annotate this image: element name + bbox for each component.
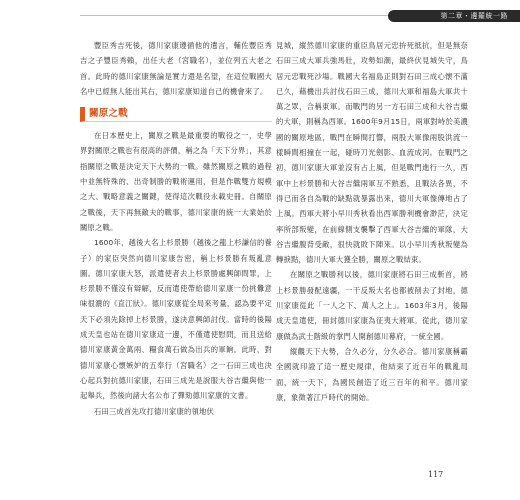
page-number: 117 [428, 470, 444, 479]
left-column [80, 38, 272, 419]
right-column [276, 38, 468, 405]
paragraph: 縱觀天下大勢，合久必分，分久必合。德川家康稱霸全國就印證了這一歷史規律，他結束了近百年的戰亂局面，統一天下，為國民創造了近三百年的和平。德川家康，象徵著江戶時代的開始。 [276, 346, 468, 402]
section-heading [80, 107, 272, 122]
section-title: 關原之戰 [89, 108, 128, 120]
chapter-title: 第二章・邊羅統一路 [440, 12, 508, 20]
chapter-header [388, 10, 520, 22]
header-rule [80, 15, 388, 16]
paragraph: 在日本歷史上，關原之戰是最重要的戰役之一，史學界對關原之戰也有很高的評價，稱之為「天下分界」，其意指關原之戰是決定天下大勢的一戰。雖然關原之戰的過程中並無特殊的、出奇制勝的戰術運用，但是作戰雙方規模之大、戰略意義之關鍵，使得這次戰役永載史冊。自關原之戰後，天下再無敵夫的戰事，德川家康的統一大業始於關原之戰。 [80, 131, 272, 232]
paragraph: 在關原之戰勝利以後，德川家康將石田三成斬首，將上杉景勝發配遠疆，一干反叛大名也都被削去了封地，德川家康從此「一人之下、萬人之上」。1603年3月，後陽成天皇遣使，冊封德川家康為征夷大將軍。從此，德川家康做為武士階級的掌門人開創德川幕府，一統全國。 [276, 270, 468, 341]
paragraph: 石田三成首先攻打德川家康的領地伏 [94, 406, 214, 416]
paragraph: 1600年，越後大名上杉景勝（越後之龍上杉謙信的養子）的家臣突然向德川家康告密，稱上杉景勝有叛亂意圖。德川家康大怒，派遣使者去上杉景勝處興師問罪，上杉景勝不僅沒有辯解，反而遣使帶給德川家康一份挑釁意味很濃的《直江狀》。德川家康從全局來考量，認為要平定天下必須先除掉上杉景勝，遂決意興師討伐。當時的後陽成天皇也站在德川家康這一邊，不僅遣使慰問，而且送給德川家康黃金萬兩、糧食萬石做為出兵的軍餉。此時，對德川家康心懷嫉妒的五奉行（宮職名）之一石田三成也決心起兵對抗德川家康，石田三成先是說服大谷吉繼與他一起舉兵，然後向諸大名公布了彈劾德川家康的文書。 [80, 238, 272, 401]
paragraph: 見城，縱然德川家康的重臣鳥居元忠拚死抵抗，但是無奈石田三成大軍兵強馬壯，攻勢如潮，最終伏見城失守，鳥居元忠戰死沙場。戰國大名福島正則對石田三成心懷不滿已久，藉機出兵討伐石田三成，德川大軍和福島大軍共十萬之眾，合稱東軍。而戰門的另一方石田三成和大谷吉繼的大軍，則稱為西軍。1600年9月15日，兩軍對峙於美濃國的關原地區，戰門在瞬間打響，兩股大軍像兩股洪流一樣瞬間相撞在一起，碰時刀光劍影、血流成河。在戰門之初，德川家康大軍並沒有占上風，但是戰門進行一久，西軍中上杉景勝和大谷吉繼兩軍互不熟悉，且戰法各異，不得已而各自為戰的缺點就暴露出來，德川大軍像傳地占了上風。西軍大將小早川秀秋看出西軍勝利機會渺茫，決定率所部叛變，在前線側支襲擊了西軍大谷吉繼的軍隊，大谷吉繼腹背受敵，很快就敗下陣來。以小早川秀秋叛變為轉捩點，德川大軍大獲全勝，關原之戰結束。 [276, 41, 468, 265]
paragraph: 豐臣秀吉死後，德川家康遵循他的遺言，輔佐豐臣秀吉之子豐臣秀賴，出任大老（宮職名），並位列五大老之首。此時的德川家康無論是實力還是名望，在這位戰國大名中已經無人能出其右，德川家康知道自己的機會來了。 [80, 41, 272, 96]
